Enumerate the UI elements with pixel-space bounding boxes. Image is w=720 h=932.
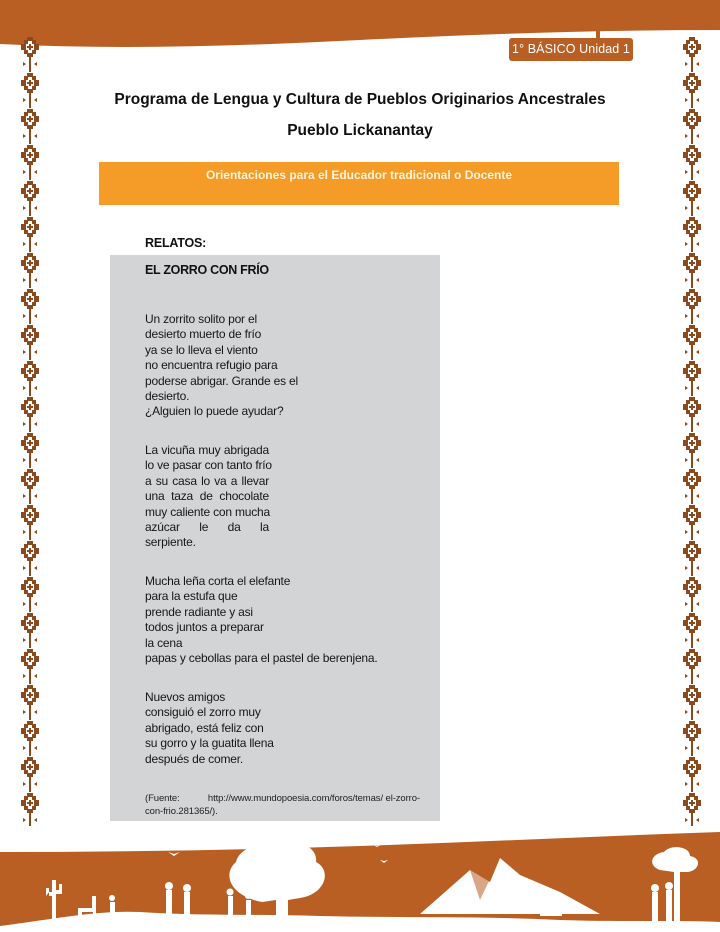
source-url: http://www.mundopoesia.com/foros/temas/ el-zorro-	[207, 793, 420, 804]
source-label: (Fuente:	[145, 793, 180, 804]
verse-line: después de comer.	[145, 751, 243, 766]
verse-line: no encuentra refugio para	[145, 358, 278, 373]
verse-line: lo ve pasar con tanto frío	[145, 458, 272, 473]
verse-line: todos juntos a preparar	[145, 620, 264, 635]
andean-pattern-border-right-icon	[683, 36, 701, 826]
verse-line: su gorro y la guatita llena	[145, 736, 274, 751]
verse-line: papas y cebollas para el pastel de berenjena.	[145, 651, 378, 666]
unit-badge: 1° BÁSICO Unidad 1	[509, 38, 633, 61]
guide-banner-label: Orientaciones para el Educador tradicional o Docente	[205, 168, 513, 182]
source-citation	[145, 792, 420, 818]
program-title: Programa de Lengua y Cultura de Pueblos Originarios Ancestrales	[114, 91, 606, 108]
verse-line: desierto muerto de frío	[145, 327, 262, 342]
story-box	[110, 255, 440, 821]
verse-line: La vicuña muy abrigada	[145, 443, 269, 457]
source-url-continued: con-frio.281365/).	[145, 806, 218, 817]
verse-line: a su casa lo va a llevar	[145, 473, 269, 488]
stanza	[145, 574, 378, 666]
andean-pattern-border-left-icon	[21, 36, 39, 826]
verse-line: Nuevos amigos	[145, 690, 226, 704]
verse-line: Un zorrito solito por el	[145, 312, 257, 326]
stanza	[145, 312, 298, 420]
verse-line: ya se lo lleva el viento	[145, 342, 258, 357]
stanza	[145, 443, 272, 551]
verse-line: serpiente.	[145, 535, 196, 550]
verse-line: muy caliente con mucha	[145, 504, 270, 519]
stanza	[145, 690, 274, 767]
people-title: Pueblo Lickanantay	[287, 122, 433, 139]
section-label: RELATOS:	[145, 236, 207, 250]
verse-line: consiguió el zorro muy	[145, 705, 261, 720]
story-title: EL ZORRO CON FRÍO	[145, 263, 269, 277]
verse-line: poderse abrigar. Grande es el	[145, 373, 298, 388]
verse-line: abrigado, está feliz con	[145, 720, 264, 735]
verse-line: azúcar le da la	[145, 520, 269, 535]
verse-line: Mucha leña corta el elefante	[145, 574, 291, 588]
verse-line: la cena	[145, 635, 183, 650]
verse-line: desierto.	[145, 389, 190, 404]
verse-line: ¿Alguien lo puede ayudar?	[145, 404, 284, 419]
verse-line: una taza de chocolate	[145, 489, 269, 504]
verse-line: prende radiante y asi	[145, 604, 253, 619]
guide-banner	[99, 162, 619, 205]
verse-line: para la estufa que	[145, 589, 238, 604]
desert-landscape-silhouette-icon	[0, 830, 720, 932]
